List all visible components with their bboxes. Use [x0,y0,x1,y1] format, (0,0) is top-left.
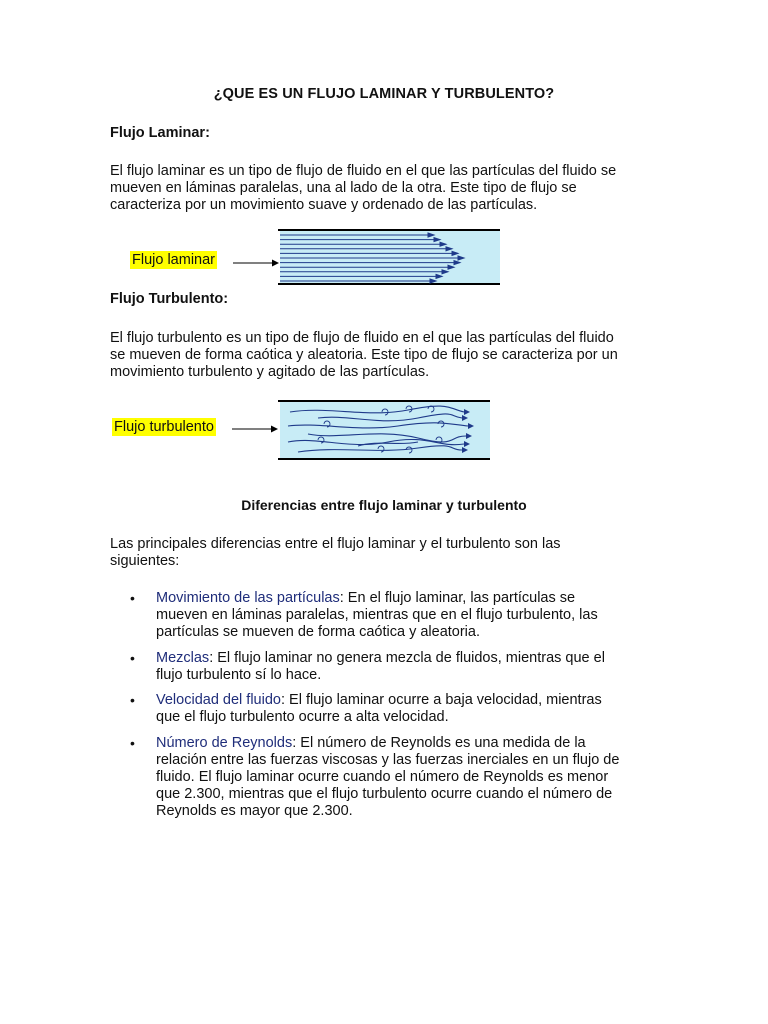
list-item-text: partículas se mueven de forma caótica y aleatoria. [156,624,480,640]
turbulent-paragraph [110,330,670,381]
laminar-paragraph-line: El flujo laminar es un tipo de flujo de fluido en el que las partículas del fluido se [110,163,617,179]
list-item-text: : El flujo laminar no genera mezcla de fluidos, mientras que el [209,650,605,666]
laminar-figure-label-wrap [130,251,217,269]
turbulent-figure-label: Flujo turbulento [114,419,214,435]
list-item [110,692,650,726]
laminar-paragraph [110,163,670,214]
laminar-paragraph-line: caracteriza por un movimiento suave y ordenado de las partículas. [110,197,538,213]
page-title: ¿QUE ES UN FLUJO LAMINAR Y TURBULENTO? [213,86,555,102]
list-item-term: Mezclas [156,650,210,666]
list-item-text: mueven en láminas paralelas, mientras que en el flujo turbulento, las [156,607,598,623]
turbulent-paragraph-line: se mueven de forma caótica y aleatoria. Este tipo de flujo se caracteriza por un [110,347,618,363]
list-item [110,735,650,820]
bullet-icon: • [130,590,135,606]
laminar-heading: Flujo Laminar: [110,125,210,141]
turbulent-figure-label-wrap [112,418,216,436]
differences-list [110,590,650,820]
laminar-flow-diagram [278,226,502,288]
turbulent-paragraph-line: El flujo turbulento es un tipo de flujo de fluido en el que las partículas del fluido [110,330,614,346]
bullet-icon: • [130,735,135,751]
turbulent-flow-diagram [278,396,492,464]
turbulent-heading: Flujo Turbulento: [110,291,229,307]
list-item-term: Número de Reynolds [156,735,293,751]
turbulent-paragraph-line: movimiento turbulento y agitado de las partículas. [110,364,430,380]
list-item-text: que 2.300, mientras que el flujo turbulento ocurre cuando el número de [156,786,613,802]
differences-intro [110,536,670,570]
list-item-term: Velocidad del fluido [156,692,281,708]
bullet-icon: • [130,692,135,708]
list-item-text: Reynolds es mayor que 2.300. [156,803,353,819]
list-item [110,650,650,684]
pipe-interior [280,230,500,284]
laminar-figure-label: Flujo laminar [132,252,215,268]
turbulent-pointer-arrow [231,423,279,435]
list-item-text: : El número de Reynolds es una medida de la [292,735,586,751]
list-item-text: que el flujo turbulento ocurre a alta velocidad. [156,709,449,725]
differences-heading: Diferencias entre flujo laminar y turbulento [241,497,527,513]
list-item-text: flujo turbulento sí lo hace. [156,667,322,683]
list-item-text: relación entre las fuerzas viscosas y las fuerzas inerciales en un flujo de [156,752,620,768]
differences-intro-line: siguientes: [110,553,180,569]
list-item-text: fluido. El flujo laminar ocurre cuando el número de Reynolds es menor [156,769,609,785]
laminar-paragraph-line: mueven en láminas paralelas, una al lado de la otra. Este tipo de flujo se [110,180,577,196]
list-item [110,590,650,641]
laminar-pointer-arrow [232,257,280,269]
list-item-term: Movimiento de las partículas [156,590,340,606]
list-item-text: : El flujo laminar ocurre a baja velocidad, mientras [280,692,602,708]
differences-intro-line: Las principales diferencias entre el flujo laminar y el turbulento son las [110,536,561,552]
list-item-text: : En el flujo laminar, las partículas se [339,590,576,606]
bullet-icon: • [130,650,135,666]
